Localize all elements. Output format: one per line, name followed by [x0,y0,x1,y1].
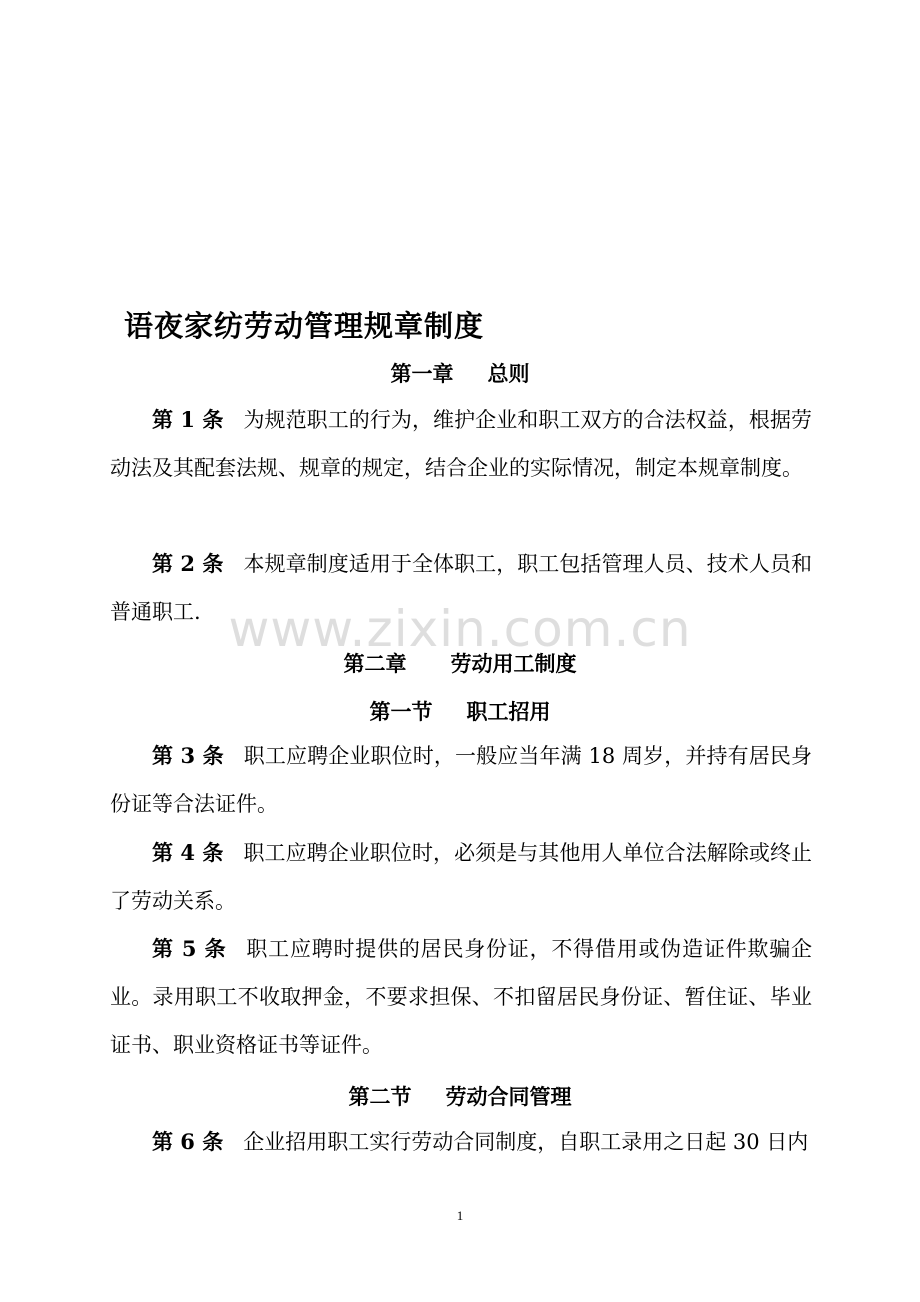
article-number: 第 1 条 [152,407,224,432]
section-label: 第一节 [369,699,433,724]
article-1 [110,396,812,492]
article-4 [110,829,812,925]
article-number: 第 3 条 [152,743,224,768]
article-3 [110,732,812,828]
section-name: 劳动合同管理 [445,1084,572,1109]
article-number: 第 2 条 [152,551,224,576]
chapter-heading-2 [0,648,920,678]
section-heading-2 [0,1081,920,1111]
article-text: 职工应聘企业职位时，一般应当年满 18 周岁，并持有居民身份证等合法证件。 [110,744,813,816]
article-text: 企业招用职工实行劳动合同制度，自职工录用之日起 30 日内 [243,1130,809,1154]
article-number: 第 6 条 [152,1129,224,1154]
section-label: 第二节 [348,1084,412,1109]
chapter-name: 劳动用工制度 [450,651,577,676]
article-text: 本规章制度适用于全体职工，职工包括管理人员、技术人员和普通职工. [110,552,813,624]
article-5 [110,925,812,1069]
article-text: 职工应聘企业职位时，必须是与其他用人单位合法解除或终止了劳动关系。 [110,841,813,913]
chapter-name: 总则 [487,361,530,386]
article-number: 第 4 条 [152,840,224,865]
section-heading-1 [0,696,920,726]
page-number: 1 [456,1208,464,1223]
chapter-label: 第二章 [343,651,407,676]
article-6 [110,1118,812,1166]
watermark: www.zixin.com.cn [228,600,692,658]
chapter-label: 第一章 [390,361,454,386]
document-title: 语夜家纺劳动管理规章制度 [124,309,485,343]
article-2 [110,540,812,636]
article-text: 为规范职工的行为，维护企业和职工双方的合法权益，根据劳动法及其配套法规、规章的规定，结合企业的实际情况，制定本规章制度。 [110,408,813,480]
section-name: 职工招用 [466,699,551,724]
article-number: 第 5 条 [152,936,227,961]
article-text: 职工应聘时提供的居民身份证，不得借用或伪造证件欺骗企业。录用职工不收取押金，不要求担保、不扣留居民身份证、暂住证、毕业证书、职业资格证书等证件。 [110,937,812,1057]
chapter-heading-1 [0,358,920,388]
